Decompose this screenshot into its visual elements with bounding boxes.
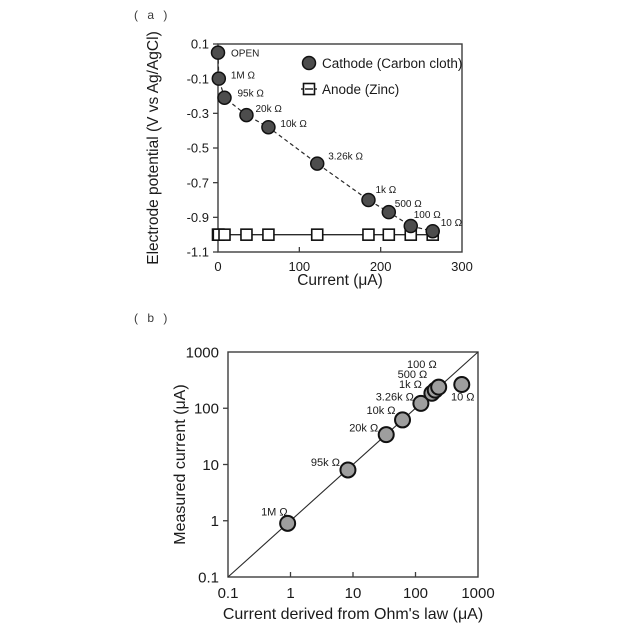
point-label: 20k Ω — [349, 422, 379, 435]
data-point-marker — [240, 109, 253, 122]
anode-point-marker — [312, 229, 323, 240]
data-point-marker — [212, 72, 225, 85]
y-tick-label: 10 — [202, 456, 219, 474]
point-label: 1M Ω — [230, 70, 255, 82]
point-label: 500 Ω — [394, 199, 422, 211]
x-tick-label: 0.1 — [217, 585, 239, 602]
anode-point-marker — [219, 229, 230, 240]
anode-point-marker — [263, 229, 274, 240]
y-tick-label: -0.9 — [186, 210, 209, 226]
x-tick-label: 10 — [344, 585, 362, 602]
legend-label: Cathode (Carbon cloth) — [322, 55, 463, 71]
data-point-marker — [431, 380, 446, 395]
x-tick-label: 300 — [451, 259, 473, 274]
panel-label-b: ( b ) — [134, 311, 171, 325]
data-point-marker — [340, 462, 355, 477]
data-point-marker — [404, 220, 417, 233]
x-tick-label: 100 — [288, 259, 311, 274]
y-tick-label: 0.1 — [190, 36, 209, 52]
data-point-marker — [311, 157, 324, 170]
y-tick-label: 1000 — [185, 344, 219, 362]
y-axis-title-a: Electrode potential (V vs Ag/AgCl) — [145, 31, 162, 265]
y-tick-label: -0.1 — [186, 71, 209, 87]
data-point-marker — [262, 121, 275, 134]
data-point-marker — [382, 206, 395, 219]
point-label: 1k Ω — [398, 379, 422, 392]
x-tick-label: 1000 — [461, 585, 495, 602]
point-label: 10 Ω — [451, 391, 475, 404]
point-label: 100 Ω — [413, 210, 441, 221]
point-label: 1k Ω — [375, 185, 397, 196]
data-point-marker — [379, 427, 394, 442]
y-tick-label: -0.7 — [186, 175, 209, 191]
data-point-marker — [362, 194, 375, 207]
legend-label: Anode (Zinc) — [322, 81, 400, 97]
y-axis-title-b: Measured current (μA) — [172, 384, 189, 545]
data-point-marker — [454, 377, 469, 392]
x-tick-label: 100 — [402, 585, 429, 602]
x-axis-title-a: Current (μA) — [297, 272, 383, 289]
point-label: 10k Ω — [280, 119, 307, 131]
x-tick-label: 0 — [214, 259, 222, 274]
point-label: 3.26k Ω — [328, 151, 363, 163]
data-point-marker — [426, 225, 439, 238]
point-label: 100 Ω — [407, 359, 437, 372]
data-point-marker — [395, 412, 410, 427]
point-label: 95k Ω — [237, 88, 264, 100]
anode-point-marker — [383, 229, 394, 240]
anode-point-marker — [363, 229, 374, 240]
legend-circle-marker — [303, 57, 316, 70]
x-axis-title-b: Current derived from Ohm's law (μA) — [222, 606, 484, 623]
y-tick-label: -1.1 — [186, 244, 209, 260]
point-label: 10 Ω — [440, 218, 463, 230]
point-label: 95k Ω — [310, 456, 340, 469]
point-label: 500 Ω — [397, 369, 428, 382]
y-tick-label: 1 — [210, 513, 219, 531]
point-label: OPEN — [231, 48, 260, 60]
data-point-marker — [218, 91, 231, 104]
anode-point-marker — [241, 229, 252, 240]
panel-label-a: ( a ) — [134, 8, 171, 22]
y-tick-label: -0.5 — [186, 140, 209, 156]
x-tick-label: 200 — [369, 259, 392, 274]
y-tick-label: -0.3 — [186, 106, 209, 122]
point-label: 20k Ω — [255, 104, 282, 116]
point-label: 3.26k Ω — [375, 391, 414, 404]
data-point-marker — [212, 46, 225, 59]
point-label: 1M Ω — [261, 506, 288, 519]
x-tick-label: 1 — [286, 585, 295, 602]
y-tick-label: 0.1 — [198, 569, 219, 587]
point-label: 10k Ω — [366, 404, 396, 417]
y-tick-label: 100 — [193, 400, 219, 418]
